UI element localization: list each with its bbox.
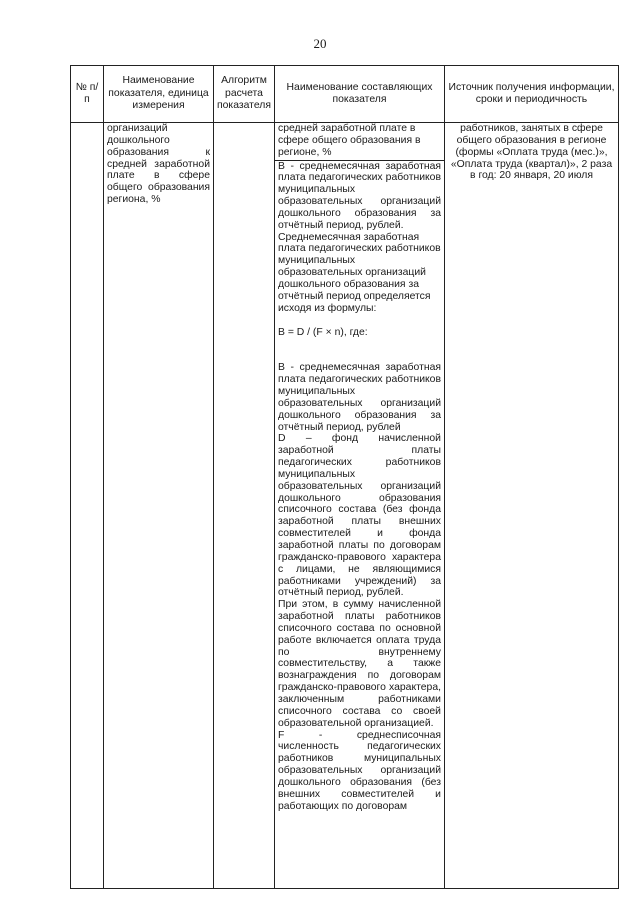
indicator-table [70, 65, 619, 889]
header-source: Источник получения информации, сроки и периодичность [445, 66, 619, 123]
b-method: Среднемесячная заработная плата педагогических работников муниципальных образовательных организаций дошкольного образования за отчётный период определяется исходя из формулы: [278, 231, 441, 314]
header-number: № п/п [71, 66, 104, 123]
d-definition: D – фонд начисленной заработной платы педагогических работников муниципальных образовательных организаций дошкольного образования списочного состава (без фонда заработной платы внешних совместителей и фонда заработной платы по договорам гражданско-правового характера с лицами, не являющимися работниками учреждений) за отчётный период, рублей. [278, 433, 441, 599]
table-row [71, 123, 619, 889]
table-header-row [71, 66, 619, 123]
f-definition: F - среднесписочная численность педагогических работников муниципальных образовательных организаций дошкольного образования (без внешних совместителей и работающих по договорам [278, 729, 441, 812]
cell-algorithm [214, 123, 275, 889]
b-definition: B - среднемесячная заработная плата педагогических работников муниципальных образовательных организаций дошкольного образования за отчётный период, рублей. [278, 160, 441, 231]
header-indicator-name: Наименование показателя, единица измерения [104, 66, 214, 123]
header-components: Наименование составляющих показателя [275, 66, 445, 123]
cell-components [275, 123, 445, 889]
page-number: 20 [313, 36, 327, 51]
header-algorithm: Алгоритм расчета показателя [214, 66, 275, 123]
cell-source: работников, занятых в сфере общего образования в регионе (формы «Оплата труда (мес.)», «Оплата труда (квартал)», 2 раза в год: 20 января, 20 июля [445, 123, 619, 889]
formula: B = D / (F × n), где: [278, 326, 368, 338]
cell-indicator-name: организаций дошкольного образования к средней заработной плате в сфере общего образования региона, % [104, 123, 214, 889]
d-note: При этом, в сумму начисленной заработной платы работников списочного состава по основной работе включается оплата труда по внутреннему совместительству, а также вознаграждения по договорам гражданско-правового характера, заключенным работниками списочного состава со своей образовательной организацией. [278, 599, 441, 729]
b-repeat: B - среднемесячная заработная плата педагогических работников муниципальных образовательных организаций дошкольного образования за отчётный период, рублей [278, 362, 441, 433]
cell-number [71, 123, 104, 889]
components-intro: средней заработной плате в сфере общего образования в регионе, % [275, 123, 444, 161]
